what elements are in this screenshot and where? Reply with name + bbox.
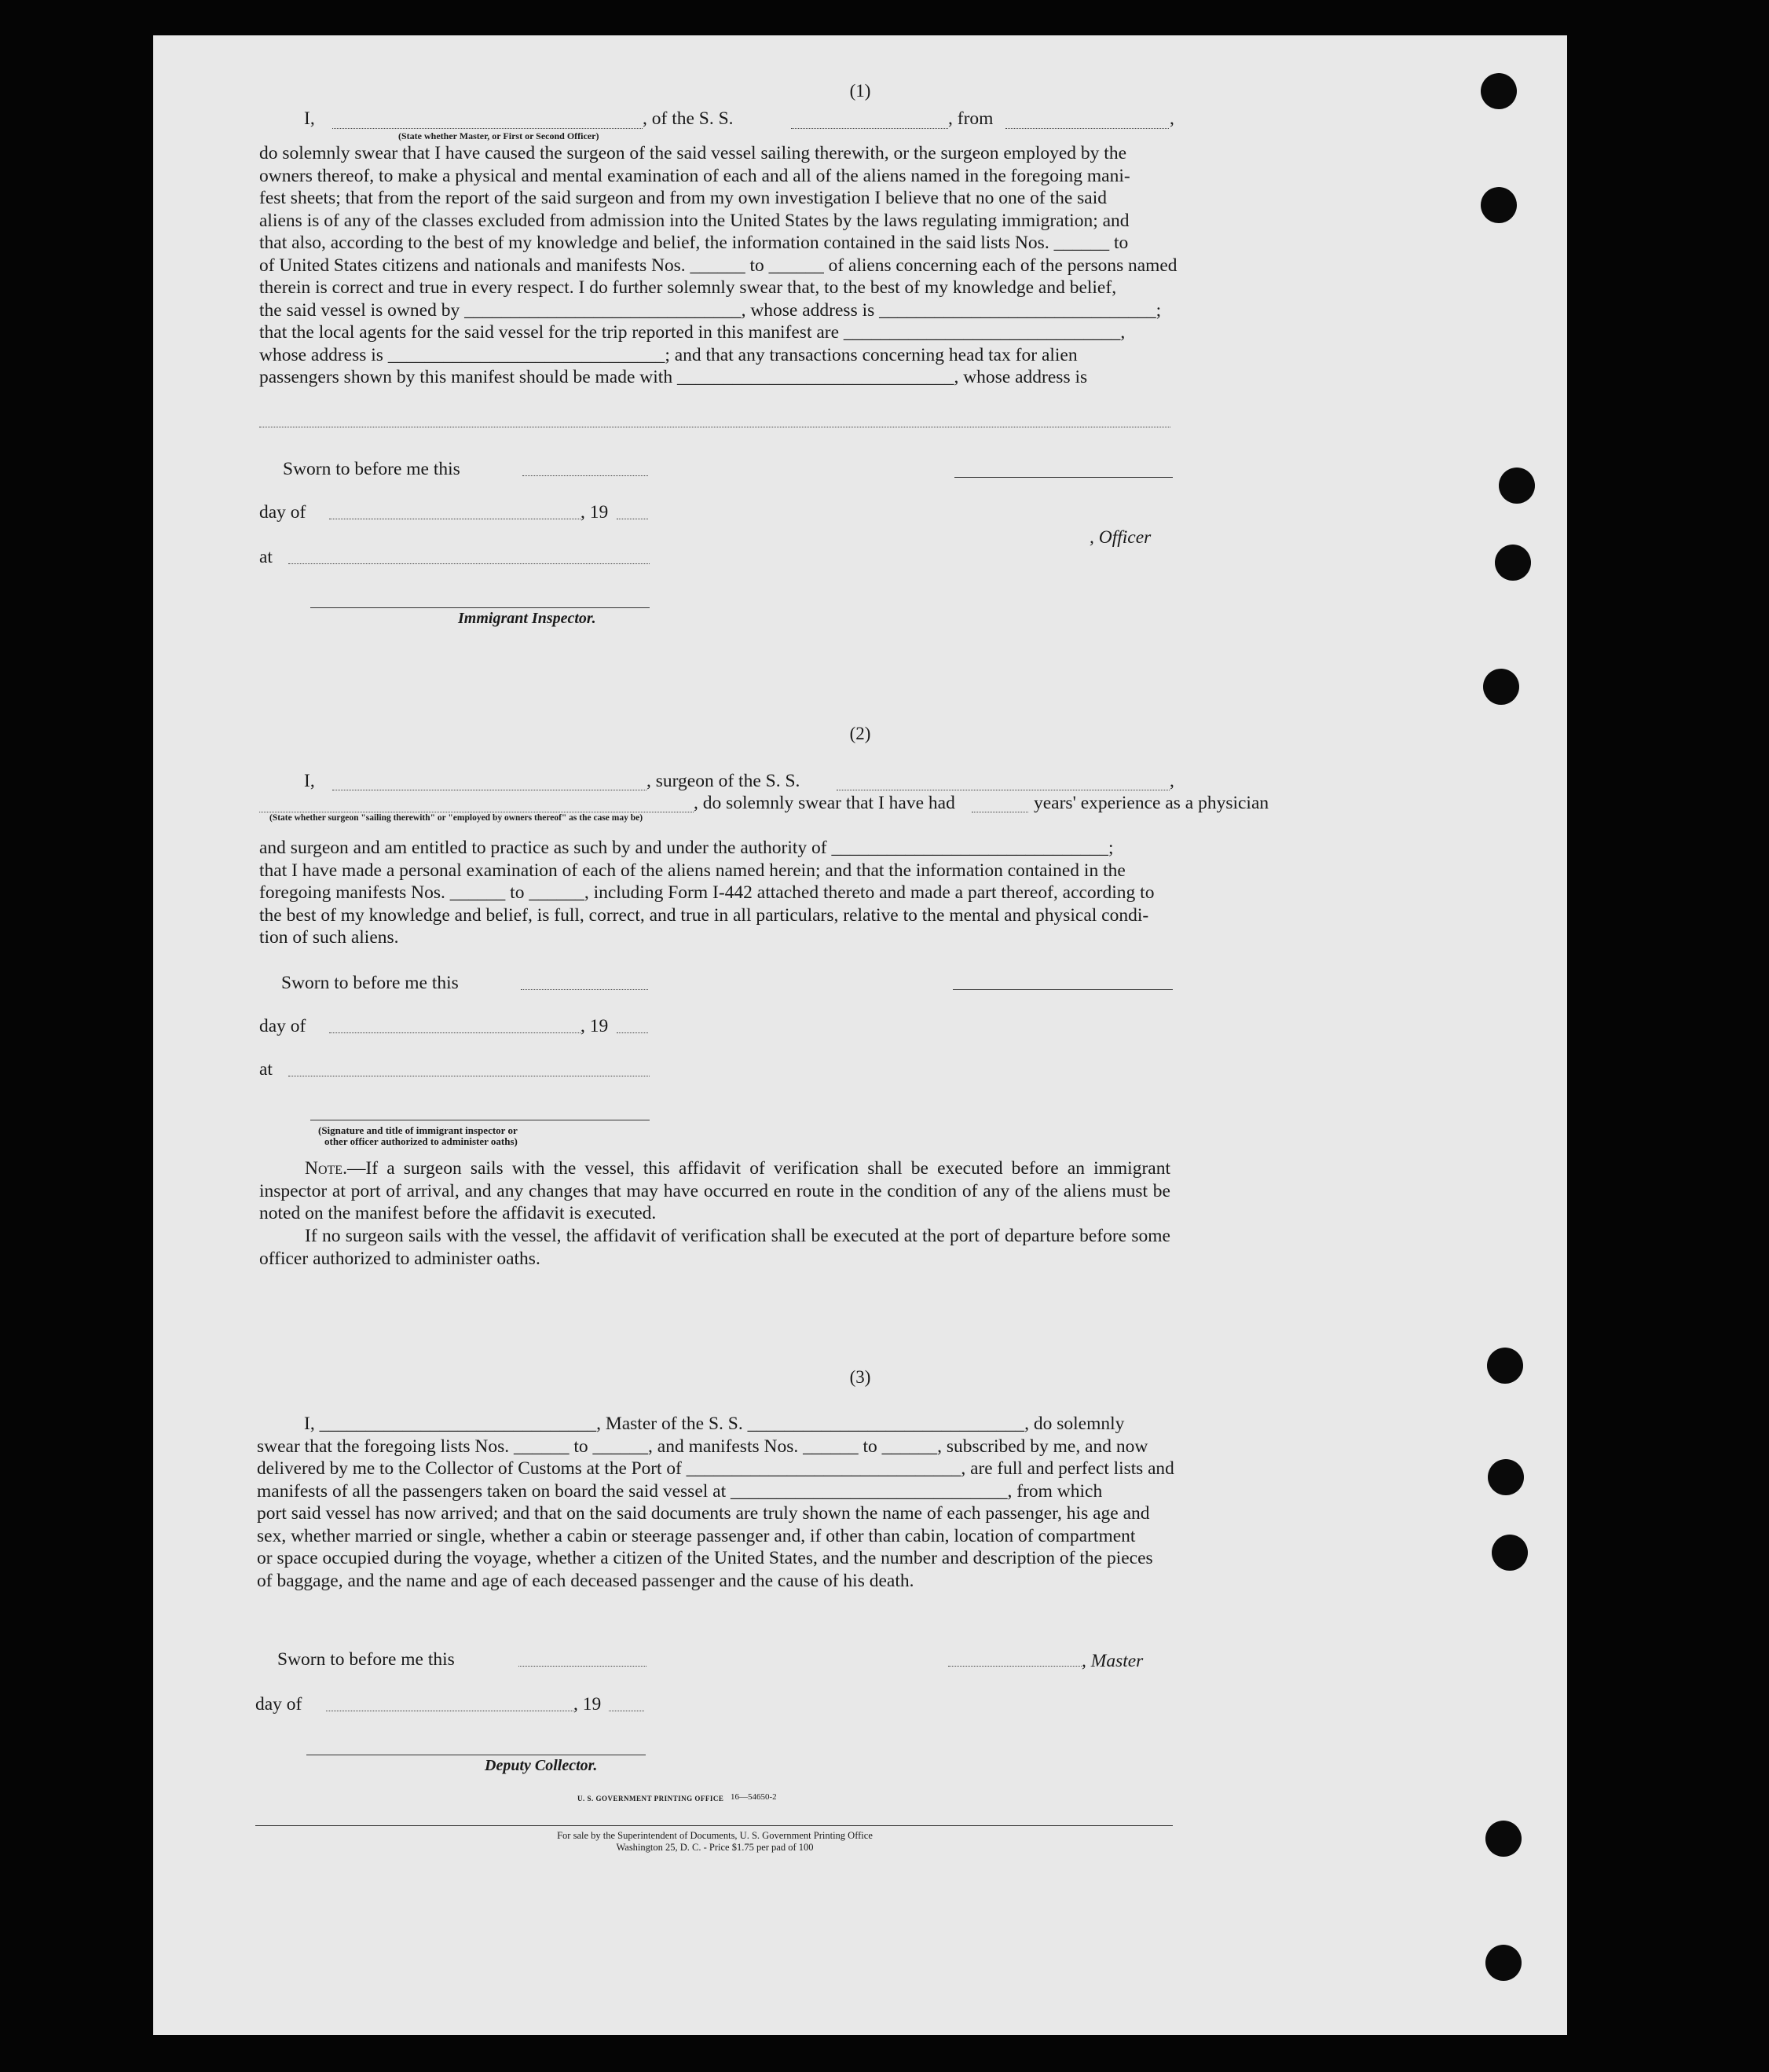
binder-hole — [1487, 1348, 1523, 1384]
s1-body-line: that also, according to the best of my knowledge and belief, the information contained in the said lists Nos. ______ to — [259, 233, 1129, 253]
s1-body — [259, 142, 1177, 389]
s1-officer-label: , Officer — [1090, 527, 1152, 548]
s3-body-line: delivered by me to the Collector of Customs at the Port of ______________________________, are full and perfect lists and — [257, 1458, 1174, 1479]
section-3-number: (3) — [849, 1367, 871, 1387]
s2-body-line: the best of my knowledge and belief, is full, correct, and true in all particulars, relative to the mental and physical condi- — [259, 904, 1149, 926]
note-text-1: —If a surgeon sails with the vessel, this affidavit of verification shall be executed before an immigrant inspector at port of arrival, and any changes that may have occurred en route in the condition of any of the aliens must be noted on the manifest before the affidavit is executed. — [259, 1158, 1170, 1223]
s3-master-signature-line[interactable] — [948, 1666, 1082, 1667]
s2-swear-label: , do solemnly swear that I have had — [694, 793, 955, 813]
s1-inspector-label: Immigrant Inspector. — [458, 610, 596, 627]
binder-hole — [1499, 468, 1535, 504]
s1-body-line: fest sheets; that from the report of the said surgeon and from my own investigation I believe that no one of the said — [259, 188, 1107, 208]
binder-hole — [1495, 545, 1531, 581]
s1-from-label: , from — [948, 108, 994, 129]
s3-master-label: , Master — [1082, 1651, 1144, 1671]
binder-hole — [1483, 669, 1519, 705]
manifest-page — [153, 35, 1567, 2035]
s2-body — [259, 837, 1177, 949]
s3-day-of-label: day of — [255, 1694, 302, 1714]
note-lead: Note. — [305, 1158, 347, 1179]
s1-inspector-signature-line[interactable] — [310, 607, 650, 608]
s3-body-line: manifests of all the passengers taken on board the said vessel at ______________________________, from which — [257, 1480, 1103, 1502]
binder-hole — [1485, 1945, 1522, 1981]
footer-gpo: U. S. GOVERNMENT PRINTING OFFICE — [577, 1795, 724, 1802]
s2-signature-note-2: other officer authorized to administer oaths) — [324, 1135, 518, 1147]
s3-body-line: or space occupied during the voyage, whether a citizen of the United States, and the number and description of the pieces — [257, 1548, 1153, 1568]
s1-body-line: owners thereof, to make a physical and mental examination of each and all of the aliens named in the foregoing mani- — [259, 165, 1130, 186]
s2-at-label: at — [259, 1059, 273, 1080]
s3-body-line: I, ______________________________, Master of the S. S. ______________________________, do solemnly — [304, 1414, 1125, 1434]
s2-body-line: that I have made a personal examination of each of the aliens named herein; and that the information contained in the — [259, 860, 1126, 881]
s2-day-of-label: day of — [259, 1016, 306, 1036]
s2-body-line: tion of such aliens. — [259, 927, 399, 948]
binder-hole — [1492, 1535, 1528, 1571]
s2-surgeon-signature-line[interactable] — [953, 989, 1173, 990]
s1-body-line: passengers shown by this manifest should be made with ______________________________, whose address is — [259, 367, 1088, 387]
s1-i-label: I, — [304, 108, 315, 129]
section-2-number: (2) — [849, 724, 871, 743]
s3-body-line: sex, whether married or single, whether a cabin or steerage passenger and, if other than cabin, location of compartment — [257, 1525, 1136, 1546]
s1-body-line: of United States citizens and nationals and manifests Nos. ______ to ______ of aliens concerning each of the persons named — [259, 255, 1178, 276]
s1-ship-name-field[interactable] — [791, 128, 948, 129]
s1-body-line: that the local agents for the said vessel for the trip reported in this manifest are ______________________________, — [259, 322, 1126, 343]
s2-surgeon-note: (State whether surgeon "sailing therewith" or "employed by owners thereof" as the case may be) — [269, 813, 643, 823]
s1-master-note: (State whether Master, or First or Second Officer) — [398, 130, 599, 141]
s2-comma: , — [1170, 771, 1174, 791]
s1-body-line: the said vessel is owned by ______________________________, whose address is ______________________________; — [259, 299, 1162, 321]
s1-body-line: do solemnly swear that I have caused the surgeon of the said vessel sailing therewith, or the surgeon employed by the — [259, 143, 1127, 163]
s1-officer-name-field[interactable] — [332, 128, 643, 129]
s1-body-line: therein is correct and true in every respect. I do further solemnly swear that, to the best of my knowledge and belief, — [259, 277, 1117, 298]
s3-body-line: swear that the foregoing lists Nos. ______ to ______, and manifests Nos. ______ to ______, subscribed by me, and now — [257, 1436, 1148, 1457]
section-1-number: (1) — [849, 81, 871, 101]
footer-form-code: 16—54650-2 — [731, 1792, 777, 1802]
s1-of-ss-label: , of the S. S. — [643, 108, 734, 129]
s1-officer-signature-line[interactable] — [954, 477, 1173, 478]
s1-at-label: at — [259, 547, 273, 567]
s2-day-of-field[interactable] — [329, 1032, 581, 1033]
s2-i-label: I, — [304, 771, 315, 791]
s3-sworn-date-field[interactable] — [518, 1666, 646, 1667]
s3-sworn-label: Sworn to before me this — [277, 1649, 455, 1670]
footer-sale-line-1: For sale by the Superintendent of Documents, U. S. Government Printing Office — [557, 1830, 873, 1841]
s2-years-label: years' experience as a physician — [1034, 793, 1269, 813]
s2-sworn-date-field[interactable] — [521, 989, 648, 990]
s2-body-line: and surgeon and am entitled to practice as such by and under the authority of ______________________________; — [259, 838, 1114, 858]
s1-comma: , — [1170, 108, 1174, 129]
s1-body-line: whose address is ______________________________; and that any transactions concerning head tax for alien — [259, 344, 1078, 365]
footer-sale-line-2: Washington 25, D. C. - Price $1.75 per pad of 100 — [616, 1842, 814, 1853]
s1-year-label: , 19 — [581, 502, 609, 523]
s2-sworn-label: Sworn to before me this — [281, 973, 459, 993]
s3-body-line: of baggage, and the name and age of each deceased passenger and the cause of his death. — [257, 1570, 914, 1591]
binder-hole — [1481, 187, 1517, 223]
s2-signature-note-1: (Signature and title of immigrant inspector or — [318, 1124, 518, 1136]
s2-year-label: , 19 — [581, 1016, 609, 1036]
s1-from-port-field[interactable] — [1005, 128, 1169, 129]
note-paragraph-2: If no surgeon sails with the vessel, the affidavit of verification shall be executed at the port of departure before some officer authorized to administer oaths. — [259, 1226, 1170, 1269]
footer-rule — [255, 1825, 1173, 1826]
s3-year-label: , 19 — [573, 1694, 602, 1714]
s2-body-line: foregoing manifests Nos. ______ to ______, including Form I-442 attached thereto and made a part thereof, according to — [259, 882, 1155, 903]
s1-at-field[interactable] — [288, 563, 650, 564]
s3-deputy-label: Deputy Collector. — [485, 1757, 598, 1774]
binder-hole — [1481, 73, 1517, 109]
s3-body — [257, 1413, 1174, 1592]
s1-body-line: aliens is of any of the classes excluded from admission into the United States by the laws regulating immigration; and — [259, 210, 1130, 231]
s1-sworn-date-field[interactable] — [522, 475, 648, 476]
s2-year-field[interactable] — [617, 1032, 648, 1033]
binder-hole — [1488, 1459, 1524, 1495]
s2-surgeon-of-label: , surgeon of the S. S. — [646, 771, 800, 791]
binder-hole — [1485, 1821, 1522, 1857]
s3-body-line: port said vessel has now arrived; and that on the said documents are truly shown the name of each passenger, his age and — [257, 1503, 1150, 1524]
s1-sworn-label: Sworn to before me this — [283, 459, 460, 479]
note-paragraph-1 — [259, 1157, 1170, 1225]
s1-day-of-label: day of — [259, 502, 306, 523]
